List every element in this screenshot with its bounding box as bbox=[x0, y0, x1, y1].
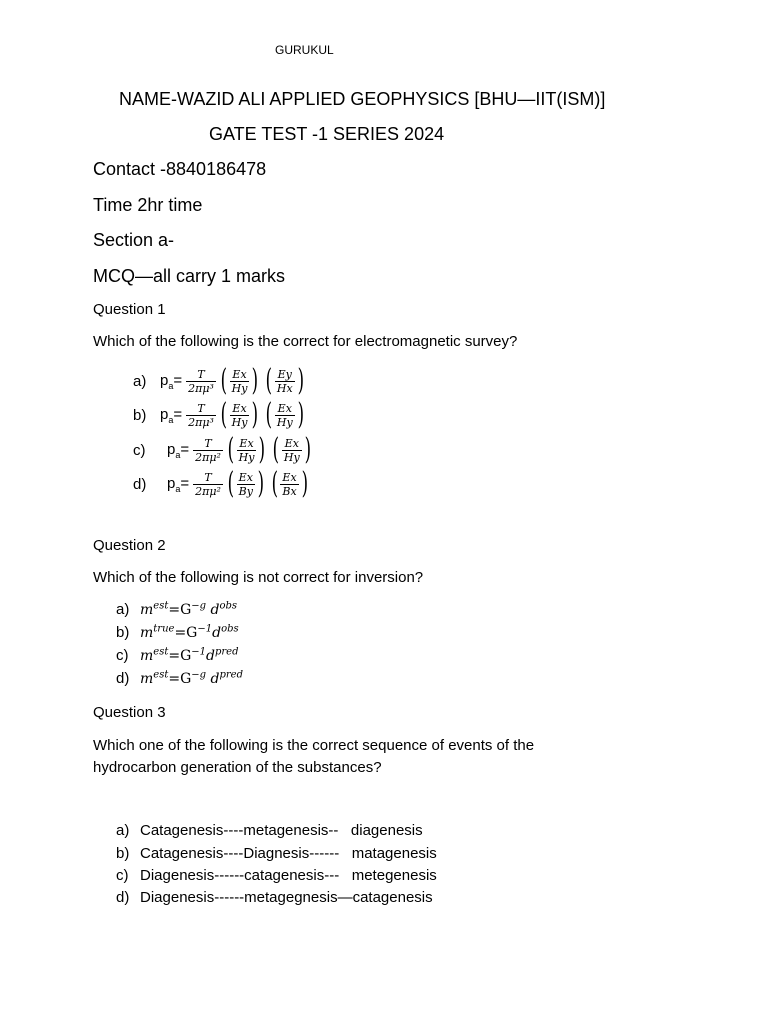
fraction-numerator: T bbox=[204, 436, 212, 450]
q2-option-c bbox=[116, 646, 239, 664]
d-superscript: obs bbox=[221, 623, 239, 634]
factor-denominator: Hy bbox=[238, 450, 255, 464]
q2-option-a bbox=[116, 600, 237, 618]
question-2-heading: Question 2 bbox=[93, 537, 166, 554]
section-line: Section a- bbox=[93, 230, 175, 250]
equals-sign: = bbox=[173, 405, 183, 423]
g-superscript: −g bbox=[191, 600, 207, 611]
q2-option-b bbox=[116, 623, 239, 641]
question-2-text: Which of the following is not correct for inversion? bbox=[93, 569, 424, 586]
pa-subscript: a bbox=[175, 449, 181, 460]
coefficient-fraction bbox=[186, 402, 216, 429]
coefficient-fraction bbox=[186, 368, 216, 395]
factor-1: ( $\frac{Ex}{Hy}$ ) bbox=[227, 432, 266, 467]
pa-symbol: p bbox=[160, 371, 169, 389]
g-superscript: −1 bbox=[197, 623, 213, 634]
equals-sign: = bbox=[173, 371, 183, 389]
contact-line: Contact -8840186478 bbox=[93, 159, 267, 179]
option-label: d) bbox=[133, 475, 147, 493]
fraction-denominator: 2πμ³ bbox=[188, 381, 214, 395]
question-1-heading: Question 1 bbox=[93, 301, 166, 318]
pa-subscript: a bbox=[168, 380, 174, 391]
factor-numerator: Ex bbox=[232, 367, 247, 381]
option-text: Diagenesis------catagenesis--- metegenesis bbox=[140, 867, 437, 884]
factor-2: ( $\frac{Ex}{Bx}$ ) bbox=[271, 466, 308, 501]
factor-2: ( $\frac{Ex}{Hy}$ ) bbox=[272, 432, 311, 467]
option-label: c) bbox=[116, 867, 129, 884]
factor-numerator: Ex bbox=[282, 470, 297, 484]
factor-numerator: Ex bbox=[232, 401, 247, 415]
option-label: a) bbox=[116, 600, 130, 618]
q1-option-b bbox=[133, 397, 306, 433]
pa-subscript: a bbox=[168, 414, 174, 425]
test-series-title: GATE TEST -1 SERIES 2024 bbox=[209, 124, 445, 144]
factor-denominator: By bbox=[238, 484, 253, 498]
pa-symbol: p bbox=[167, 474, 176, 492]
d-symbol: d bbox=[210, 601, 220, 618]
author-line: NAME-WAZID ALI APPLIED GEOPHYSICS [BHU—IIT(ISM)] bbox=[119, 89, 606, 109]
option-label: d) bbox=[116, 889, 130, 906]
factor-denominator: Hy bbox=[283, 450, 300, 464]
coefficient-fraction bbox=[193, 437, 223, 464]
fraction-numerator: T bbox=[204, 470, 212, 484]
equation-g: =G bbox=[174, 624, 198, 641]
q1-option-c bbox=[133, 432, 313, 468]
option-label: a) bbox=[133, 372, 147, 390]
time-line: Time 2hr time bbox=[93, 195, 203, 215]
q3-option-c bbox=[116, 867, 437, 884]
question-3-text: Which one of the following is the correct sequence of events of the hydrocarbon generation of the substances? bbox=[93, 737, 535, 776]
factor-numerator: Ex bbox=[238, 470, 253, 484]
equation-g: =G bbox=[168, 670, 192, 687]
option-text: Diagenesis------metagegnesis—catagenesis bbox=[140, 889, 433, 906]
m-superscript: est bbox=[153, 646, 169, 657]
option-label: b) bbox=[116, 845, 130, 862]
g-superscript: −1 bbox=[191, 646, 207, 657]
d-superscript: pred bbox=[215, 646, 239, 657]
fraction-numerator: T bbox=[197, 401, 205, 415]
coefficient-fraction bbox=[193, 471, 223, 498]
factor-denominator: Bx bbox=[282, 484, 297, 498]
m-symbol: m bbox=[140, 647, 154, 664]
pa-symbol: p bbox=[167, 440, 176, 458]
mcq-line: MCQ—all carry 1 marks bbox=[93, 266, 286, 286]
option-label: c) bbox=[116, 646, 129, 664]
m-symbol: m bbox=[140, 601, 154, 618]
equation-g: =G bbox=[168, 601, 192, 618]
option-label: c) bbox=[133, 441, 146, 459]
d-symbol: d bbox=[206, 647, 215, 664]
factor-numerator: Ex bbox=[277, 401, 292, 415]
factor-numerator: Ex bbox=[239, 436, 254, 450]
q3-option-b bbox=[116, 845, 437, 862]
q3-option-d bbox=[116, 889, 433, 906]
m-superscript: true bbox=[153, 623, 175, 634]
question-3-heading: Question 3 bbox=[93, 704, 166, 721]
equals-sign: = bbox=[180, 440, 190, 458]
equals-sign: = bbox=[180, 474, 190, 492]
q3-option-a bbox=[116, 822, 423, 839]
fraction-denominator: 2πμ² bbox=[195, 484, 221, 498]
option-label: b) bbox=[133, 406, 147, 424]
page-header: GURUKUL bbox=[275, 43, 334, 57]
factor-1: ( $\frac{Ex}{Hy}$ ) bbox=[220, 363, 259, 398]
d-symbol: d bbox=[210, 670, 220, 687]
factor-2: ( $\frac{Ex}{Hy}$ ) bbox=[265, 397, 304, 432]
option-text: Catagenesis----Diagnesis------ matagenesis bbox=[140, 845, 437, 862]
fraction-denominator: 2πμ³ bbox=[188, 415, 214, 429]
g-superscript: −g bbox=[191, 669, 207, 680]
option-label: a) bbox=[116, 822, 130, 839]
option-label: d) bbox=[116, 669, 130, 687]
factor-numerator: Ex bbox=[284, 436, 299, 450]
d-superscript: obs bbox=[219, 600, 238, 611]
factor-numerator: Ey bbox=[277, 367, 292, 381]
q1-option-d bbox=[133, 466, 310, 502]
factor-2: ( $\frac{Ey}{Hx}$ ) bbox=[265, 363, 304, 398]
m-symbol: m bbox=[140, 670, 154, 687]
m-symbol: m bbox=[140, 624, 154, 641]
question-1-text: Which of the following is the correct for electromagnetic survey? bbox=[93, 333, 518, 350]
d-symbol: d bbox=[212, 624, 222, 641]
m-superscript: est bbox=[153, 669, 169, 680]
option-label: b) bbox=[116, 623, 130, 641]
factor-denominator: Hy bbox=[276, 415, 293, 429]
q2-option-d bbox=[116, 669, 243, 687]
factor-1: ( $\frac{Ex}{By}$ ) bbox=[227, 466, 265, 501]
q1-option-a bbox=[133, 363, 306, 399]
m-superscript: est bbox=[153, 600, 169, 611]
equation-g: =G bbox=[168, 647, 192, 664]
option-text: Catagenesis----metagenesis-- diagenesis bbox=[140, 822, 423, 839]
pa-symbol: p bbox=[160, 405, 169, 423]
fraction-denominator: 2πμ² bbox=[195, 450, 221, 464]
factor-1: ( $\frac{Ex}{Hy}$ ) bbox=[220, 397, 259, 432]
fraction-numerator: T bbox=[197, 367, 205, 381]
d-superscript: pred bbox=[219, 669, 243, 680]
factor-denominator: Hx bbox=[276, 381, 293, 395]
factor-denominator: Hy bbox=[231, 415, 248, 429]
factor-denominator: Hy bbox=[231, 381, 248, 395]
pa-subscript: a bbox=[175, 483, 181, 494]
